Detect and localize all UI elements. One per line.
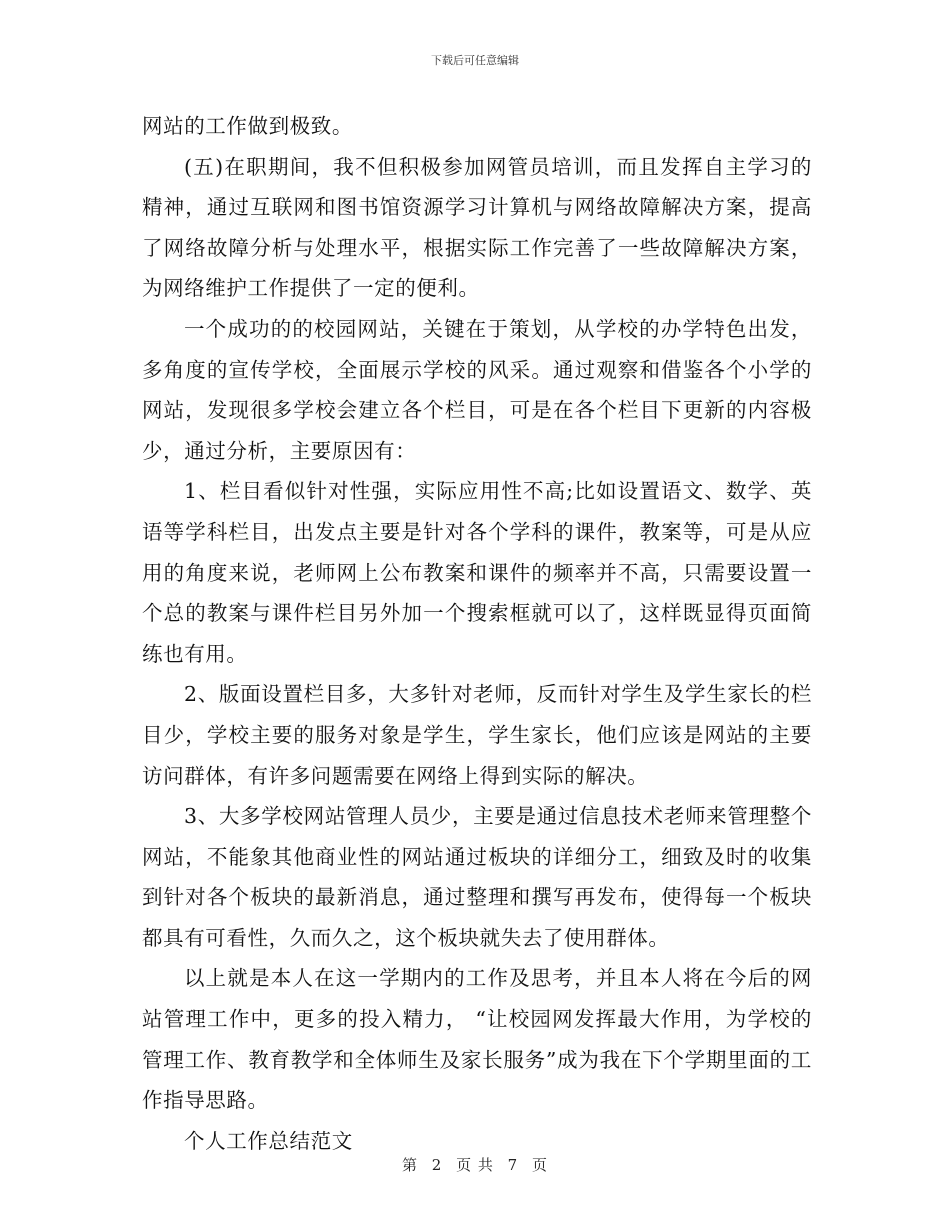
body-paragraph: 1、栏目看似针对性强，实际应用性不高;比如设置语文、数学、英语等学科栏目，出发点主要是针对各个学科的课件，教案等，可是从应用的角度来说，老师网上公布教案和课件的频率并不高，只需要设置一个总的教案与课件栏目另外加一个搜索框就可以了，这样既显得页面简练也有用。 (142, 479, 812, 666)
body-paragraph: 3、大多学校网站管理人员少，主要是通过信息技术老师来管理整个网站，不能象其他商业性的网站通过板块的详细分工，细致及时的收集到针对各个板块的最新消息，通过整理和撰写再发布，使得每一个板块都具有可看性，久而久之，这个板块就失去了使用群体。 (142, 804, 812, 950)
footer-suffix: 页 (532, 1156, 549, 1174)
body-paragraph: (五)在职期间，我不但积极参加网管员培训，而且发挥自主学习的精神，通过互联网和图书馆资源学习计算机与网络故障解决方案，提高了网络故障分析与处理水平，根据实际工作完善了一些故障解决方案，为网络维护工作提供了一定的便利。 (142, 154, 812, 301)
footer-middle: 页 共 (456, 1156, 494, 1174)
footer-current-page: 2 (431, 1156, 443, 1174)
document-body (142, 106, 812, 1161)
body-paragraph: 网站的工作做到极致。 (142, 114, 353, 138)
body-paragraph: 2、版面设置栏目多，大多针对老师，反而针对学生及学生家长的栏目少，学校主要的服务对象是学生，学生家长，他们应该是网站的主要访问群体，有许多问题需要在网络上得到实际的解决。 (142, 682, 812, 788)
section-heading: 个人工作总结范文 (184, 1128, 353, 1153)
body-paragraph: 以上就是本人在这一学期内的工作及思考，并且本人将在今后的网站管理工作中，更多的投入精力， “让校园网发挥最大作用，为学校的管理工作、教育教学和全体师生及家长服务”成为我在下个学期里面的工作指导思路。 (142, 966, 812, 1113)
footer-total-pages: 7 (507, 1156, 519, 1174)
body-paragraph: 一个成功的的校园网站，关键在于策划，从学校的办学特色出发，多角度的宣传学校，全面展示学校的风采。通过观察和借鉴各个小学的网站，发现很多学校会建立各个栏目，可是在各个栏目下更新的内容极少，通过分析，主要原因有： (142, 316, 812, 463)
footer-prefix: 第 (401, 1156, 418, 1174)
page-header-note: 下载后可任意编辑 (431, 54, 519, 67)
page-footer (0, 1154, 950, 1175)
